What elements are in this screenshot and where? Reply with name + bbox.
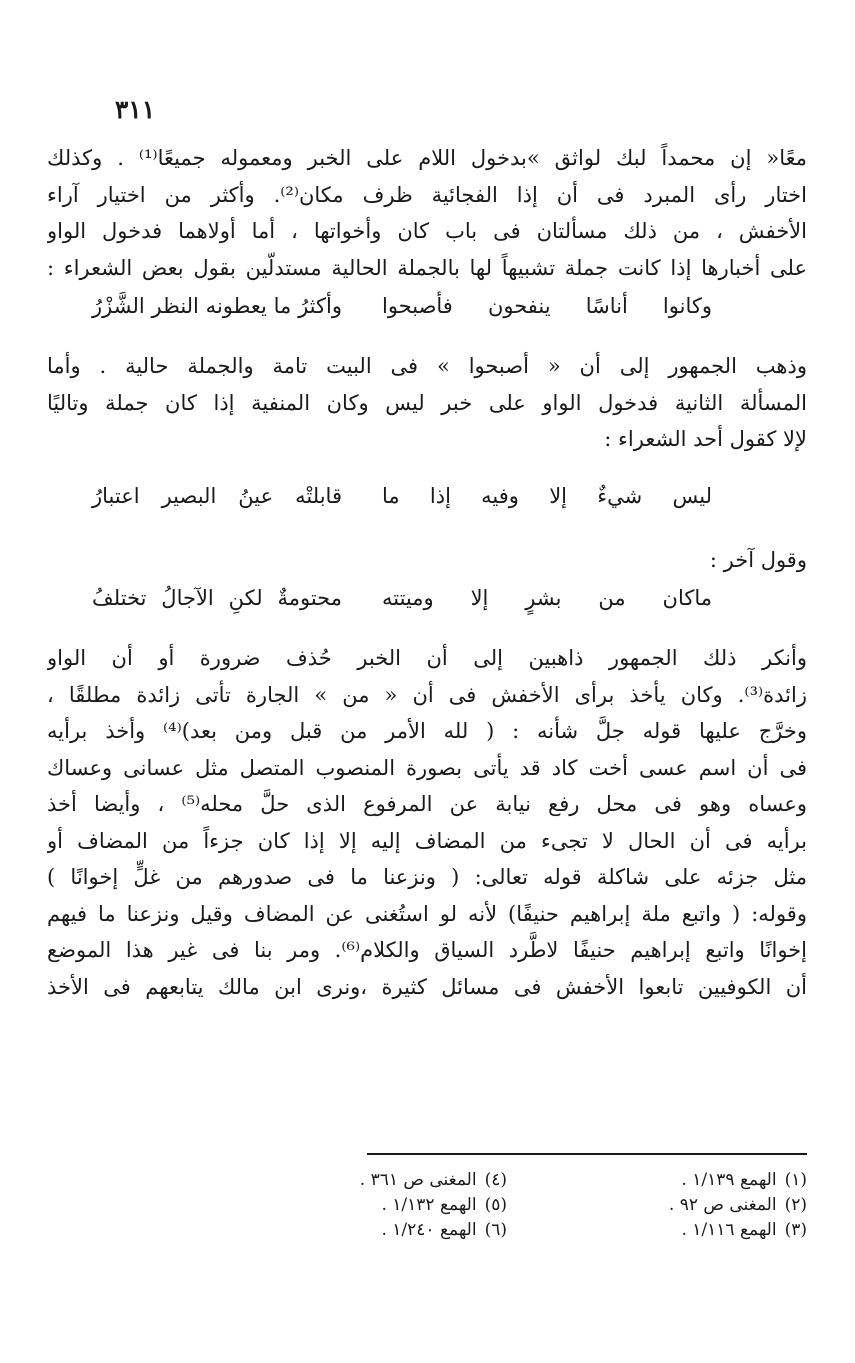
footnote-text: المغنى ص ٣٦١ . xyxy=(359,1170,477,1190)
footnote-number: (٣) xyxy=(784,1220,807,1240)
footnote-text: المغنى ص ٩٢ . xyxy=(668,1195,777,1215)
paragraph-1 xyxy=(47,140,807,286)
verse-1 xyxy=(92,286,712,326)
footnote-5 xyxy=(207,1193,507,1218)
verse-3-second-hemistich: محتومةٌ لكنِ الآجالُ تختلفُ xyxy=(92,586,342,610)
footnote-4 xyxy=(207,1168,507,1193)
footnote-3 xyxy=(507,1218,807,1243)
verse-3-first-hemistich: ماكان من بشرٍ إلا وميتته xyxy=(382,586,712,610)
page-number: ٣١١ xyxy=(114,95,156,124)
text-line: إخوانًا واتبع إبراهيم حنيفًا لاطَّرد السياق والكلام⁽⁶⁾. ومر بنا فى غير هذا الموضع xyxy=(47,938,807,962)
text-line: وأنكر ذلك الجمهور ذاهبين إلى أن الخبر حُذف ضرورة أو أن الواو xyxy=(47,646,807,670)
text-line: الأخفش ، من ذلك مسألتان فى باب كان وأخواتها ، أما أولاهما فدخول الواو xyxy=(47,219,807,243)
text-line: لإلا كقول أحد الشعراء : xyxy=(604,427,807,451)
text-line: على أخبارها إذا كانت جملة تشبيهاً لها بالجملة الحالية مستدلّين بقول بعض الشعراء : xyxy=(47,255,807,280)
footnotes xyxy=(207,1168,807,1243)
footnote-text: الهمع ١/١٣٩ . xyxy=(681,1170,777,1190)
text-line: وعساه وهو فى محل رفع نيابة عن المرفوع الذى حلَّ محله⁽⁵⁾ ، وأيضا أخذ xyxy=(47,792,807,816)
paragraph-2 xyxy=(47,348,807,458)
footnote-6 xyxy=(207,1218,507,1243)
footnote-1 xyxy=(507,1168,807,1193)
text-line: فى أن اسم عسى أخت كاد قد يأتى بصورة المنصوب المتصل مثل عسانى وعساك xyxy=(47,755,807,780)
verse-2-first-hemistich: ليس شيءٌ إلا وفيه إذا ما xyxy=(382,483,712,508)
another-poet-intro: وقول آخر : xyxy=(709,547,807,572)
verse-1-first-hemistich: وكانوا أناسًا ينفحون فأصبحوا xyxy=(382,294,712,318)
text-line: زائدة⁽³⁾. وكان يأخذ برأى الأخفش فى أن « من » الجارة تأتى زائدة مطلقًا ، xyxy=(47,682,807,707)
text-line: معًا« إن محمداً لبك لواثق »بدخول اللام على الخبر ومعموله جميعًا⁽¹⁾ . وكذلك xyxy=(47,146,807,170)
text-line: المسألة الثانية فدخول الواو على خبر ليس وكان المنفية إذا كان جملة وتاليًا xyxy=(47,390,807,415)
text-line: أن الكوفيين تابعوا الأخفش فى مسائل كثيرة ،ونرى ابن مالك يتابعهم فى الأخذ xyxy=(47,974,807,999)
footnote-text: الهمع ١/١٣٢ . xyxy=(381,1195,477,1215)
footnote-text: الهمع ١/٢٤٠ . xyxy=(381,1220,477,1240)
main-text xyxy=(47,140,807,1005)
verse-2-second-hemistich: قابلتْه عينُ البصير اعتبارُ xyxy=(92,483,342,508)
text-line: برأيه فى أن الحال لا تجىء من المضاف إليه إلا إذا كان جزءاً من المضاف أو xyxy=(47,828,807,853)
footnote-number: (٦) xyxy=(484,1220,507,1240)
verse-2 xyxy=(92,476,712,516)
text-line: مثل جزئه على شاكلة قوله تعالى: ( ونزعنا ما فى صدورهم من غلٍّ إخوانًا ) xyxy=(47,865,807,889)
footnote-divider xyxy=(367,1153,807,1155)
verse-3 xyxy=(92,578,712,618)
text-line: اختار رأى المبرد فى أن إذا الفجائية ظرف مكان⁽²⁾. وأكثر من اختيار آراء xyxy=(47,182,807,207)
footnote-number: (٤) xyxy=(484,1170,507,1190)
verse-1-second-hemistich: وأكثرُ ما يعطونه النظر الشَّزْرُ xyxy=(92,294,342,318)
text-line: وخرَّج عليها قوله جلَّ شأنه : ( لله الأمر من قبل ومن بعد)⁽⁴⁾ وأخذ برأيه xyxy=(47,719,807,743)
footnote-number: (٥) xyxy=(484,1195,507,1215)
footnote-text: الهمع ١/١١٦ . xyxy=(681,1220,777,1240)
footnote-number: (٢) xyxy=(784,1195,807,1215)
footnote-number: (١) xyxy=(784,1170,807,1190)
text-line: وذهب الجمهور إلى أن « أصبحوا » فى البيت تامة والجملة حالية . وأما xyxy=(47,354,807,378)
text-line: وقوله: ( واتبع ملة إبراهيم حنيفًا) لأنه لو استُغنى عن المضاف وقيل ونزعنا ما فيهم xyxy=(47,901,807,926)
footnote-2 xyxy=(507,1193,807,1218)
paragraph-3 xyxy=(47,640,807,1005)
